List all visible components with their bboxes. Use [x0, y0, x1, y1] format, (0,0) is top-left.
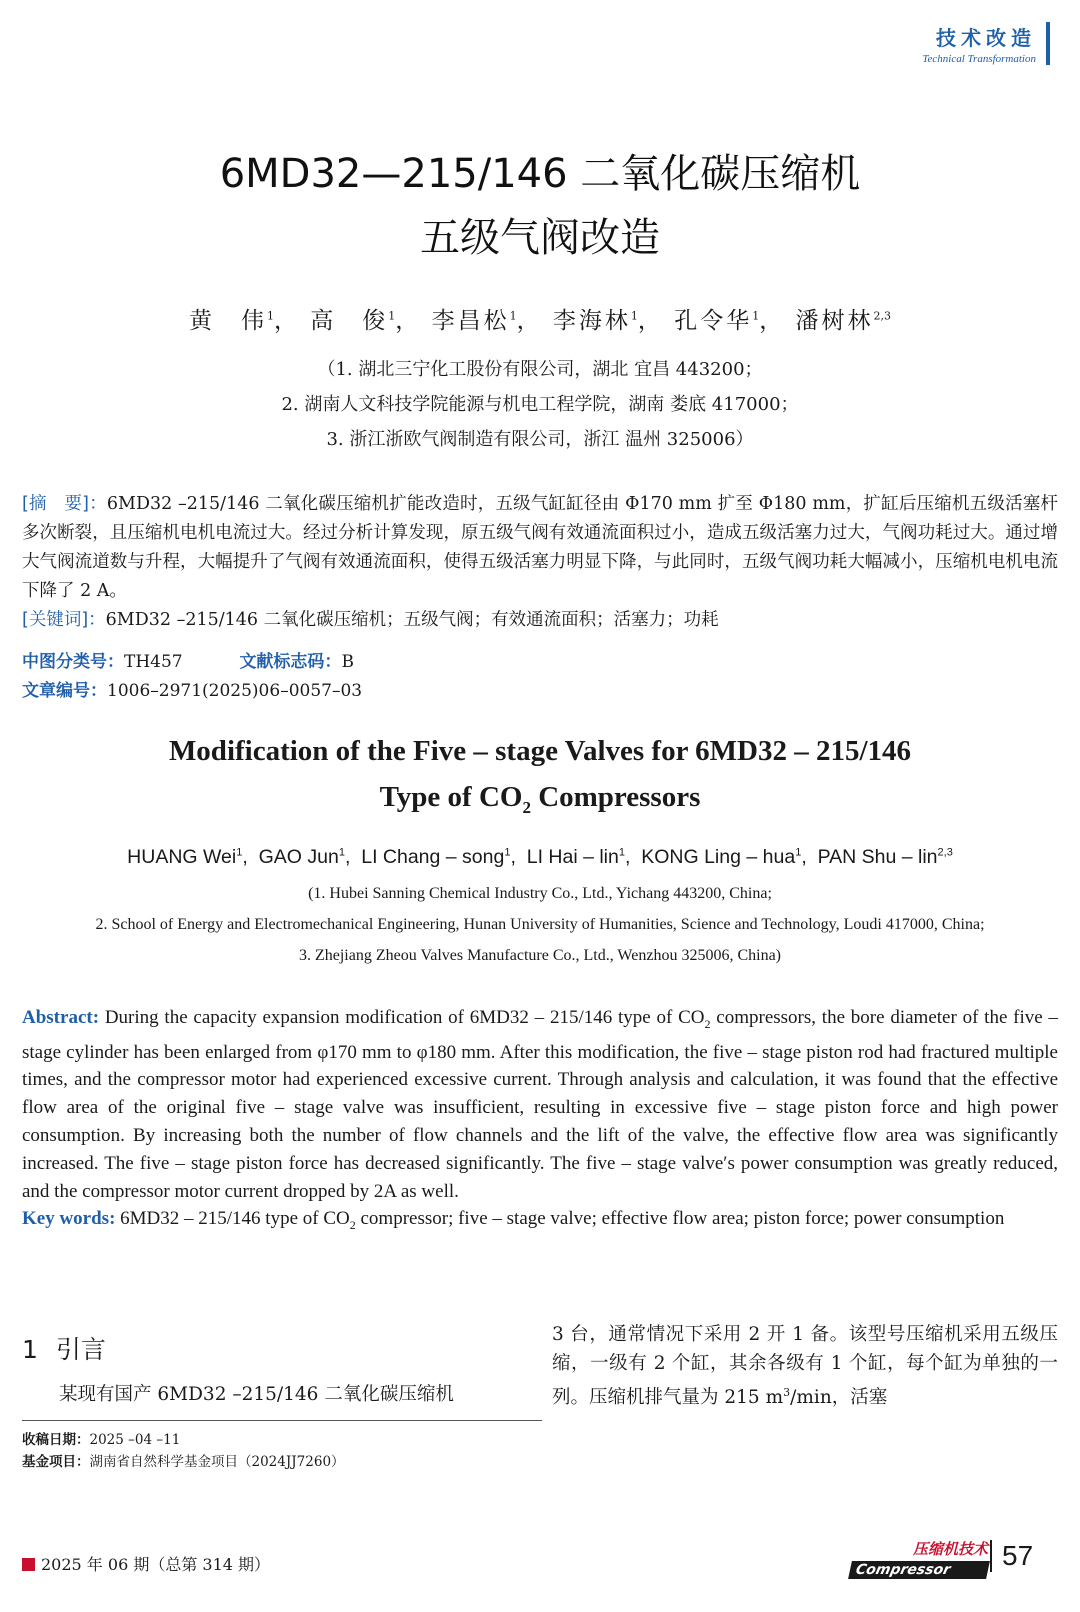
clc-value: TH457 — [124, 652, 183, 672]
author-cn: 李海林$^1$ — [552, 308, 638, 334]
author-en: PAN Shu – lin$^{2,3}$ — [817, 846, 953, 868]
abstract-cn-text: 6MD32 –215/146 二氧化碳压缩机扩能改造时，五级气缸缸径由 Φ170 mm 扩至 Φ180 mm，扩缸后压缩机五级活塞杆多次断裂，且压缩机电机电流过大。经过分析计算发现，原五级气阀有效通流面积过小，造成五级活塞力过大，气阀功耗过大。通过增大气阀流道数与升程，大幅提升了气阀有效通流面积，使得五级活塞力明显下降，与此同时，五级气阀功耗大幅减小，压缩机电机电流下降了 2 A。 — [22, 494, 1058, 601]
page-number: 57 — [990, 1540, 1033, 1572]
affiliations-cn — [0, 352, 1080, 457]
abstract-en-text-2: compressors, the bore diameter of the five – stage cylinder has been enlarged from φ170 mm to φ180 mm. After this modification, the five – stage piston rod had fractured multiple times, and the compressor motor had experienced excessive current. Through analysis and calculation, it was found that the effective flow area of the original five – stage valve was insufficient, resulting in excessive five – stage piston force and high power consumption. By increasing both the number of flow channels and the lift of the valve, the effective flow area was significantly increased. The five – stage piston force has decreased significantly. The five – stage valve′s power consumption was greatly reduced, and the compressor motor current dropped by 2A as well. — [22, 1007, 1058, 1202]
title-cn — [0, 142, 1080, 270]
affiliation-cn: 2. 湖南人文科技学院能源与机电工程学院，湖南 娄底 417000； — [281, 394, 799, 415]
logo-cn: 压缩机技术 — [912, 1540, 988, 1558]
doc-code-label: 文献标志码： — [239, 652, 342, 672]
title-cn-line1: 6MD32—215/146 二氧化碳压缩机 — [219, 151, 861, 197]
article-no-label: 文章编号： — [22, 681, 107, 701]
left-column — [22, 1330, 522, 1409]
header-tag — [922, 22, 1050, 65]
keywords-en-text-1: 6MD32 – 215/146 type of CO — [120, 1208, 350, 1230]
keywords-cn-label: [关键词]： — [22, 610, 106, 630]
title-en-line2: Type of $CO_2$ Compressors — [379, 781, 701, 817]
received-label: 收稿日期： — [22, 1432, 90, 1448]
title-en — [0, 728, 1080, 831]
abstract-cn-label: [摘 要]： — [22, 494, 107, 514]
footer-issue — [22, 1552, 270, 1575]
intro-text-right: 3 台，通常情况下采用 2 开 1 备。该型号压缩机采用五级压缩，一级有 2 个缸，其余各级有 1 个缸，每个缸为单独的一列。压缩机排气量为 215 $m^3/\min$，活塞 — [552, 1324, 1058, 1409]
abstract-en: Abstract: During the capacity expansion modification of 6MD32 – 215/146 type of $CO_2$ compressors, the bore diameter of the five – stage cylinder has been enlarged from φ170 mm to φ180 mm. After this modification, the five – stage piston rod had fractured multiple times, and the compressor motor had experienced excessive current. Through analysis and calculation, it was found that the effective flow area of the original five – stage valve was insufficient, resulting in excessive five – stage piston force and high power consumption. By increasing both the number of flow channels and the lift of the valve, the effective flow area was significantly increased. The five – stage piston force has decreased significantly. The five – stage valve′s power consumption was greatly reduced, and the compressor motor current dropped by 2A as well. Key words: 6MD32 – 215/146 type of $CO_2$ compressor; five – stage valve; effective flow area; piston force; power consumption — [22, 1007, 1058, 1233]
section-number: 1 — [22, 1335, 38, 1364]
abstract-en-text-1: During the capacity expansion modification of 6MD32 – 215/146 type of CO — [104, 1007, 705, 1028]
authors-en: HUANG Wei$^1$, GAO Jun$^1$, LI Chang – song$^1$, LI Hai – lin$^1$, KONG Ling – hua$^1$, PAN Shu – lin$^{2,3}$ — [127, 846, 953, 868]
abstract-cn — [22, 490, 1058, 635]
red-square-icon — [22, 1558, 35, 1571]
keywords-cn-text: 6MD32 –215/146 二氧化碳压缩机；五级气阀；有效通流面积；活塞力；功耗 — [105, 610, 719, 630]
header-cn: 技术改造 — [936, 26, 1036, 50]
author-cn: 孔令华$^1$ — [674, 308, 760, 334]
intro-text-left: 某现有国产 6MD32 –215/146 二氧化碳压缩机 — [59, 1384, 454, 1405]
header-en: Technical Transformation — [922, 53, 1036, 65]
affiliation-cn: （1. 湖北三宁化工股份有限公司，湖北 宜昌 443200； — [317, 359, 763, 380]
fund-value: 湖南省自然科学基金项目（2024JJ7260） — [89, 1454, 345, 1470]
clc-label: 中图分类号： — [22, 652, 124, 672]
author-cn: 黄 伟$^1$ — [188, 308, 274, 334]
fund-label: 基金项目： — [22, 1454, 90, 1470]
abstract-en-label: Abstract: — [22, 1007, 100, 1028]
section-heading — [22, 1330, 522, 1366]
received-date: 2025 –04 –11 — [89, 1432, 181, 1448]
author-cn: 高 俊$^1$ — [310, 308, 396, 334]
article-no-value: 1006–2971(2025)06–0057–03 — [107, 681, 363, 701]
doc-code-value: B — [341, 652, 354, 672]
classification — [22, 648, 362, 706]
author-en: HUANG Wei$^1$ — [127, 846, 243, 868]
affiliation-en: 2. School of Energy and Electromechanical Engineering, Hunan University of Humanities, Science and Technology, Loudi 417000, China; — [95, 916, 985, 933]
author-cn: 李昌松$^1$ — [431, 308, 517, 334]
affiliation-en: 3. Zhejiang Zheou Valves Manufacture Co., Ltd., Wenzhou 325006, China) — [298, 947, 781, 964]
affiliation-cn: 3. 浙江浙欧气阀制造有限公司，浙江 温州 325006） — [326, 429, 754, 450]
footnote — [22, 1420, 542, 1473]
author-en: GAO Jun$^1$ — [258, 846, 345, 868]
logo-en: Compressor — [848, 1561, 990, 1579]
author-en: LI Chang – song$^1$ — [361, 846, 511, 868]
title-cn-line2: 五级气阀改造 — [420, 215, 660, 261]
affiliations-en — [0, 878, 1080, 971]
affiliation-en: (1. Hubei Sanning Chemical Industry Co., Ltd., Yichang 443200, China; — [308, 885, 772, 902]
keywords-en-label: Key words: — [22, 1208, 116, 1230]
author-en: LI Hai – lin$^1$ — [526, 846, 625, 868]
title-en-line1: Modification of the Five – stage Valves for 6MD32 – 215/146 — [168, 735, 912, 767]
author-cn: 潘树林$^{2,3}$ — [795, 308, 892, 334]
issue-text: 2025 年 06 期（总第 314 期） — [41, 1555, 271, 1574]
author-en: KONG Ling – hua$^1$ — [641, 846, 802, 868]
keywords-en-text-2: compressor; five – stage valve; effective flow area; piston force; power consumption — [355, 1208, 1005, 1230]
section-title: 引言 — [55, 1335, 106, 1364]
journal-logo — [850, 1538, 988, 1578]
authors-cn: 黄 伟$^1$， 高 俊$^1$， 李昌松$^1$， 李海林$^1$， 孔令华$^1$， 潘树林$^{2,3}$ — [188, 308, 892, 334]
